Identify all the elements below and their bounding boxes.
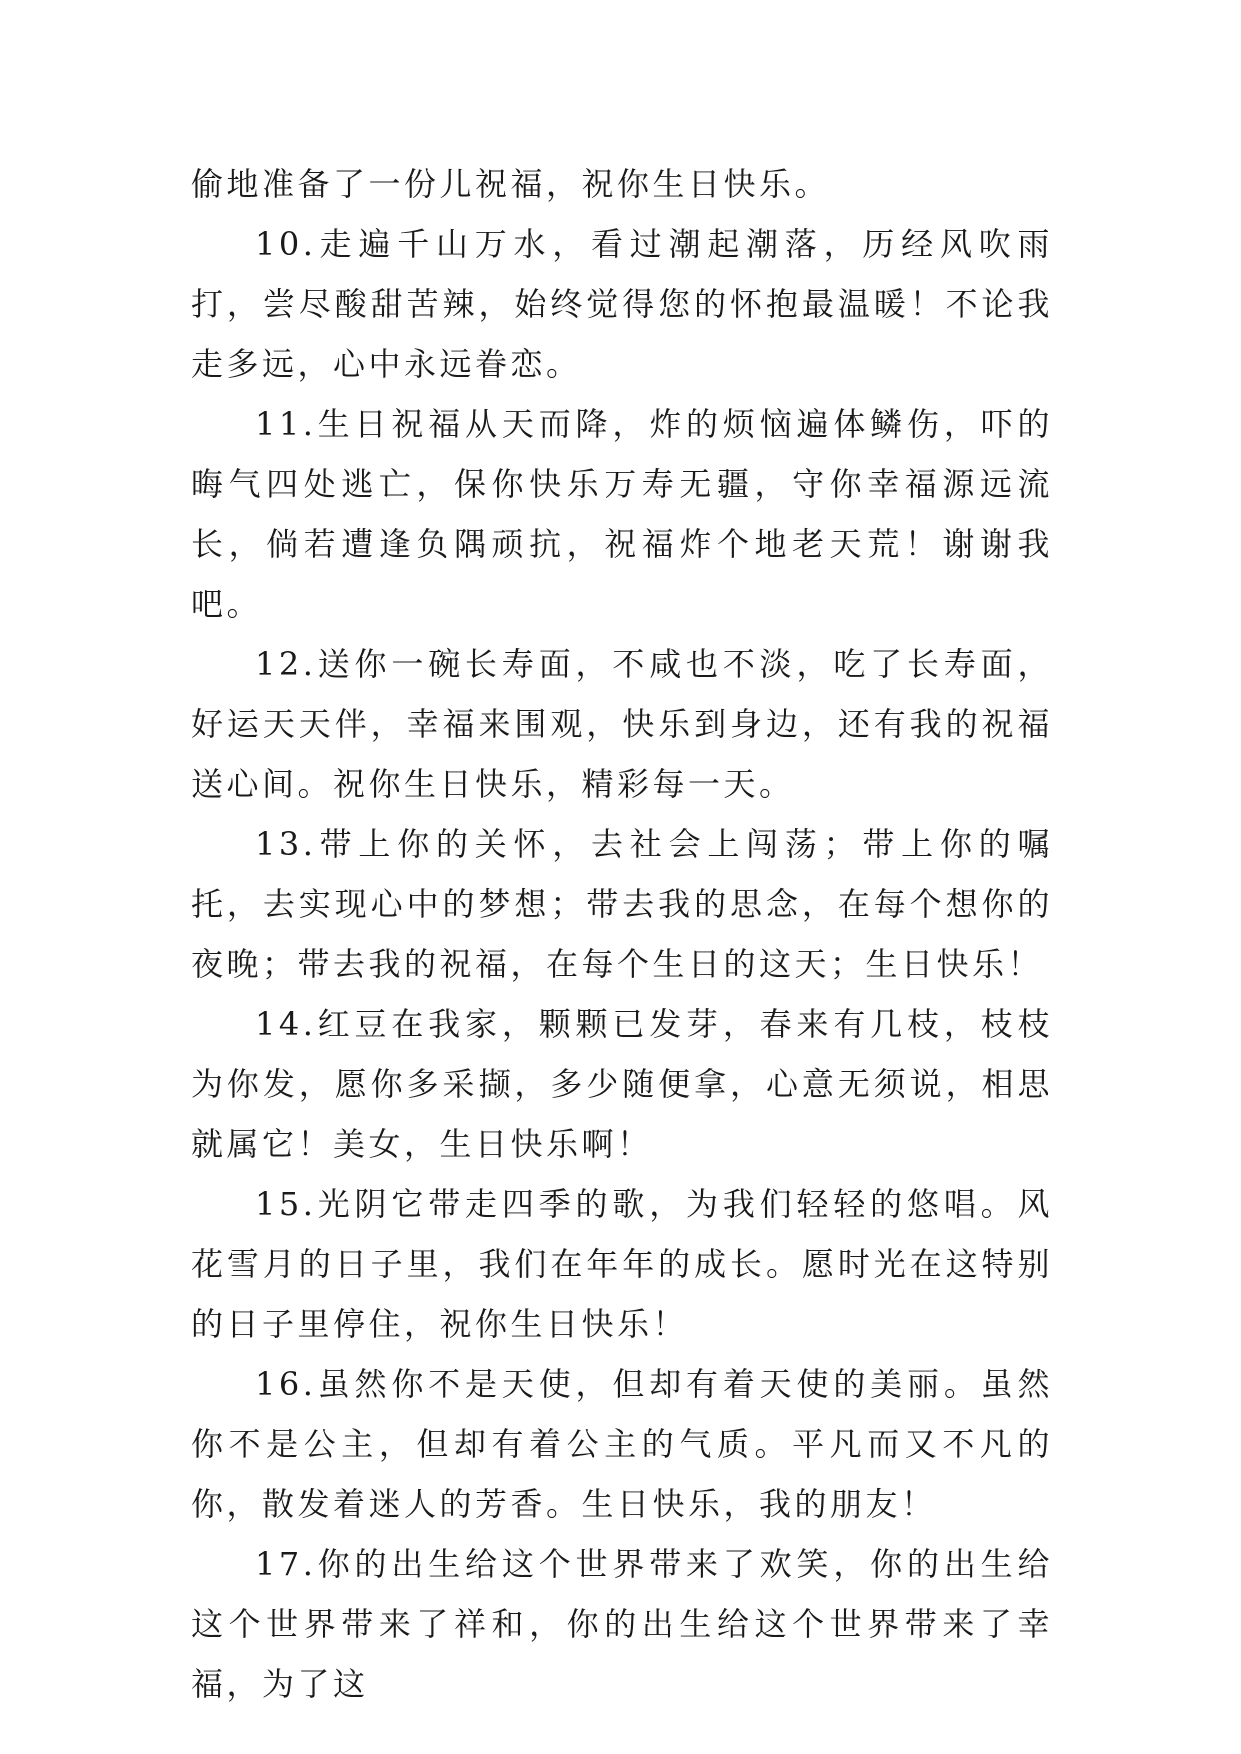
- paragraph-item-11: 11.生日祝福从天而降，炸的烦恼遍体鳞伤，吓的晦气四处逃亡，保你快乐万寿无疆，守你幸福源远流长，倘若遭逢负隅顽抗，祝福炸个地老天荒！谢谢我吧。: [191, 405, 1053, 623]
- document-body: [191, 154, 1053, 1714]
- paragraph-item-17: 17.你的出生给这个世界带来了欢笑，你的出生给这个世界带来了祥和，你的出生给这个世界带来了幸福，为了这: [191, 1545, 1053, 1703]
- paragraph-continuation: 偷地准备了一份儿祝福，祝你生日快乐。: [191, 165, 831, 203]
- paragraph-item-16: 16.虽然你不是天使，但却有着天使的美丽。虽然你不是公主，但却有着公主的气质。平凡而又不凡的你，散发着迷人的芳香。生日快乐，我的朋友！: [191, 1365, 1053, 1523]
- paragraph-item-12: 12.送你一碗长寿面，不咸也不淡，吃了长寿面，好运天天伴，幸福来围观，快乐到身边，还有我的祝福送心间。祝你生日快乐，精彩每一天。: [191, 645, 1053, 803]
- paragraph-item-10: 10.走遍千山万水，看过潮起潮落，历经风吹雨打，尝尽酸甜苦辣，始终觉得您的怀抱最温暖！不论我走多远，心中永远眷恋。: [191, 225, 1053, 383]
- paragraph-item-13: 13.带上你的关怀，去社会上闯荡；带上你的嘱托，去实现心中的梦想；带去我的思念，在每个想你的夜晚；带去我的祝福，在每个生日的这天；生日快乐！: [191, 825, 1053, 983]
- paragraph-item-14: 14.红豆在我家，颗颗已发芽，春来有几枝，枝枝为你发，愿你多采撷，多少随便拿，心意无须说，相思就属它！美女，生日快乐啊！: [191, 1005, 1053, 1163]
- paragraph-item-15: 15.光阴它带走四季的歌，为我们轻轻的悠唱。风花雪月的日子里，我们在年年的成长。愿时光在这特别的日子里停住，祝你生日快乐！: [191, 1185, 1053, 1343]
